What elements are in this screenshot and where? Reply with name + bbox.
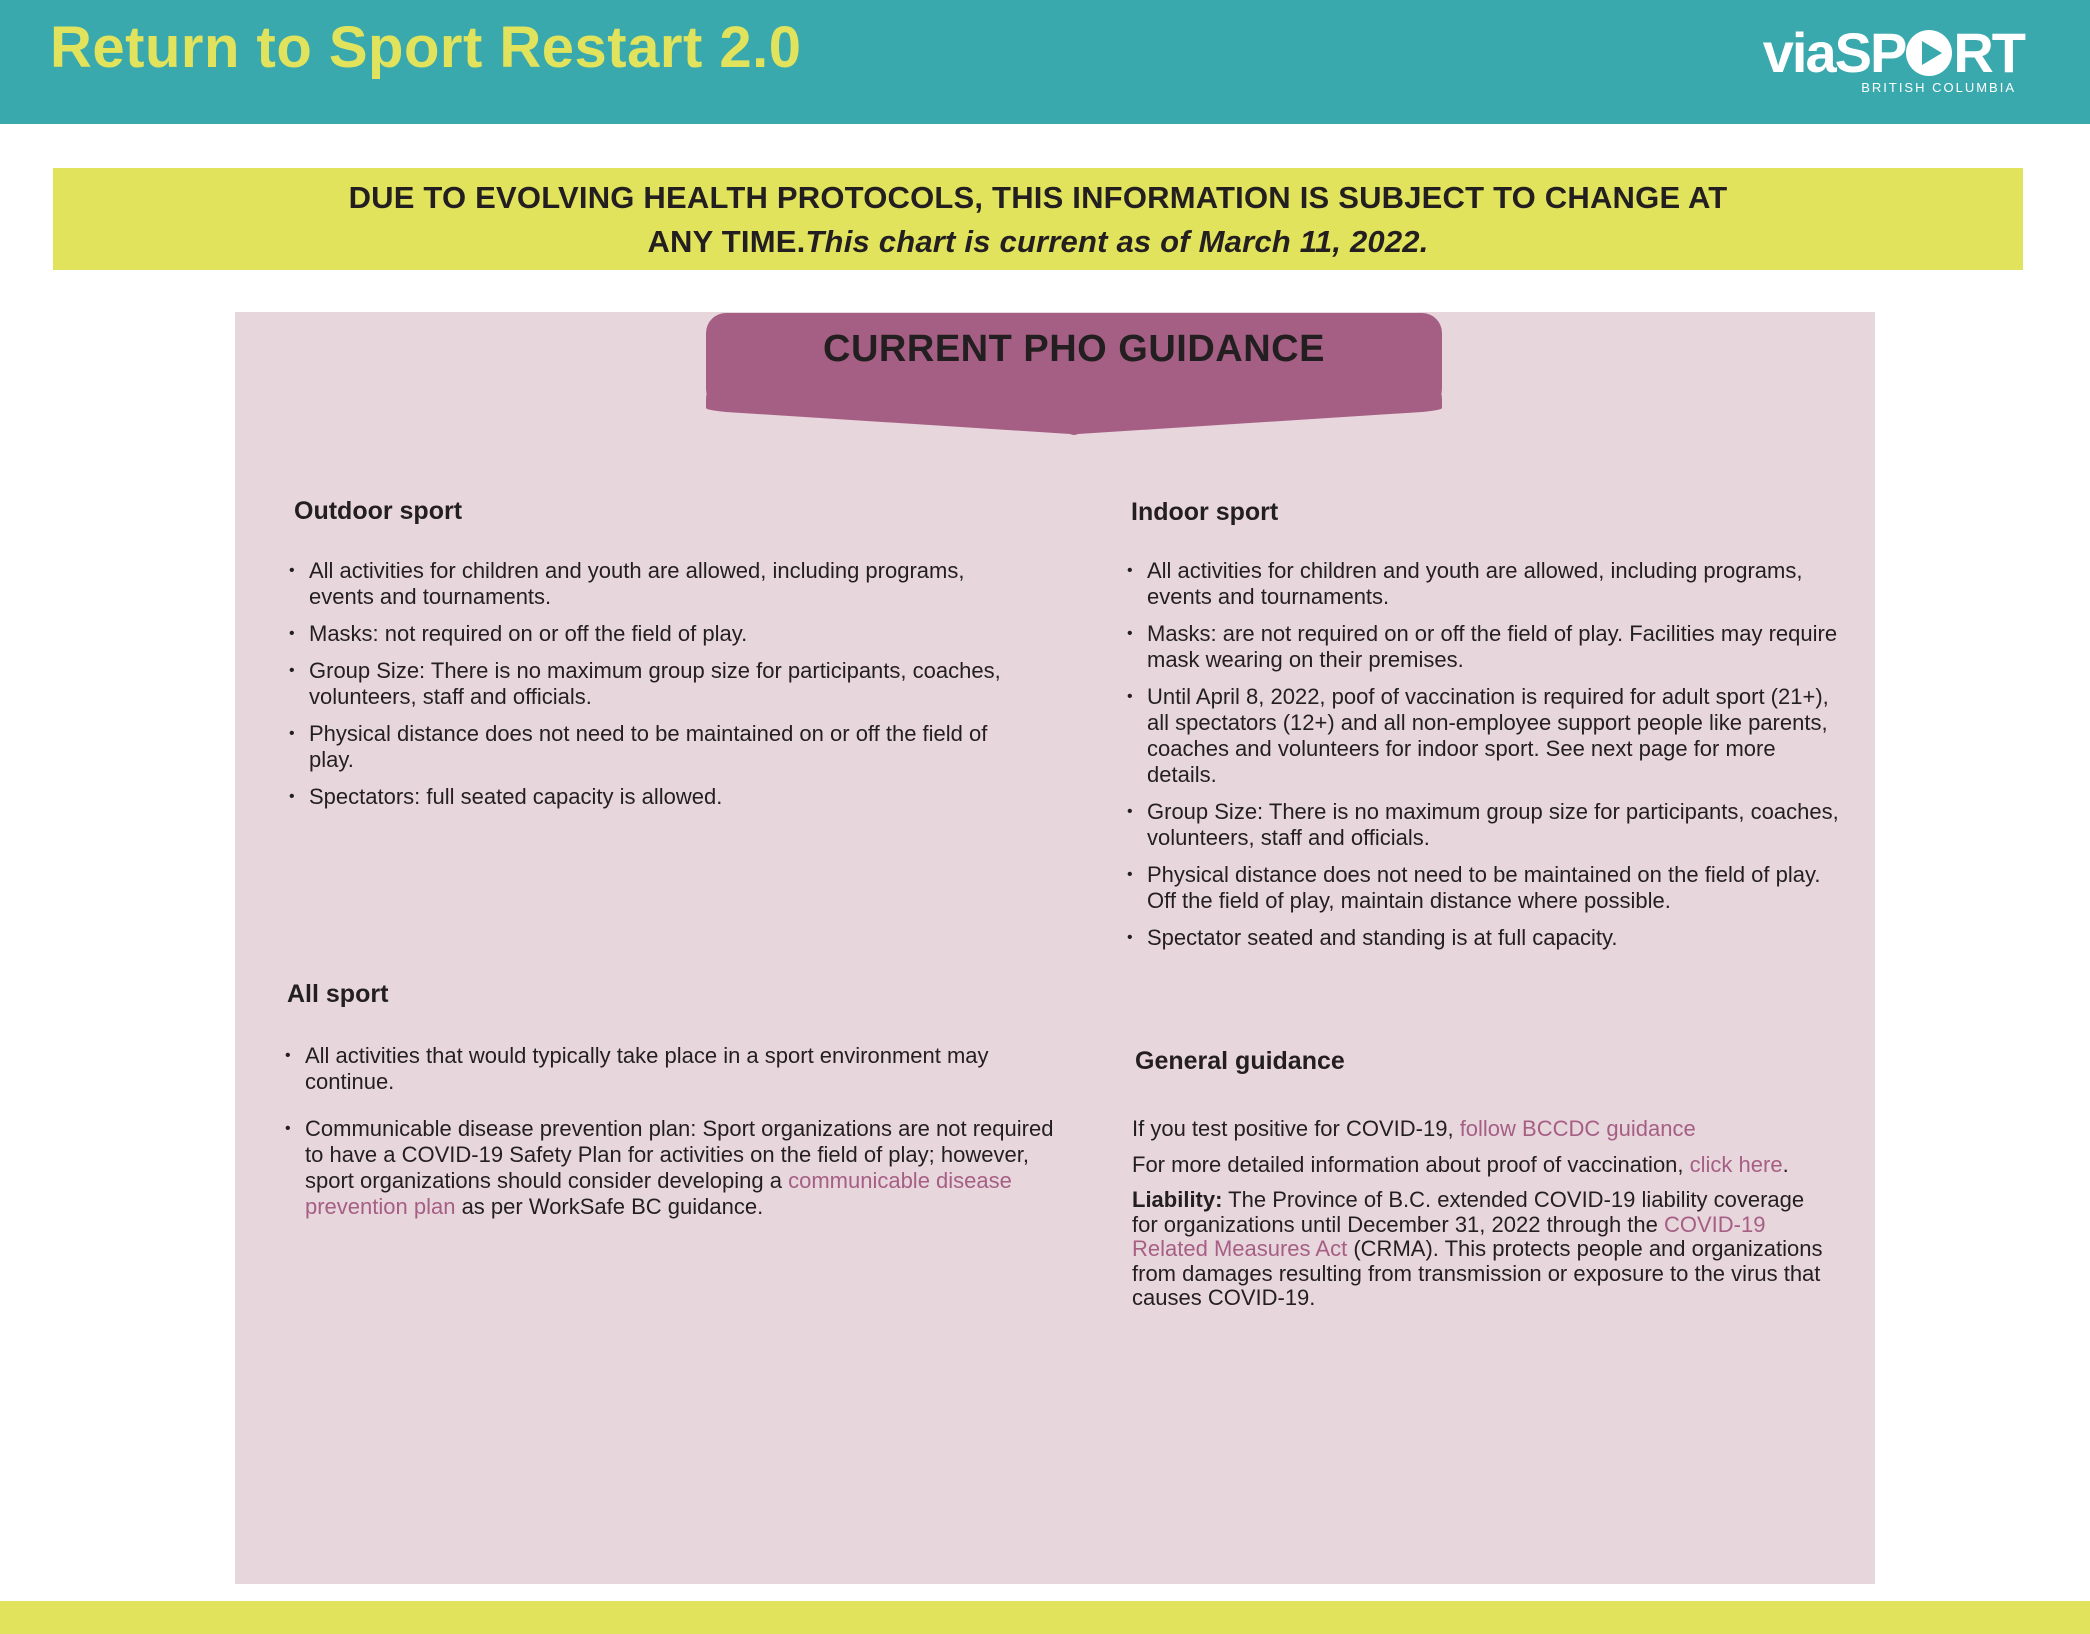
all-sport-list — [285, 1043, 1060, 1231]
notice-current-date: This chart is current as of March 11, 2022. — [805, 224, 1429, 259]
bccdc-guidance-link[interactable]: follow BCCDC guidance — [1459, 1116, 1696, 1141]
covid-positive-paragraph — [1132, 1116, 1832, 1141]
indoor-sport-heading: Indoor sport — [1131, 498, 1279, 526]
list-item: • All activities that would typically take place in a sport environment may continue. — [285, 1043, 1060, 1095]
footer-bar — [0, 1601, 2090, 1634]
notice-line-1: DUE TO EVOLVING HEALTH PROTOCOLS, THIS INFORMATION IS SUBJECT TO CHANGE AT — [348, 180, 1728, 215]
outdoor-sport-heading: Outdoor sport — [294, 497, 463, 525]
list-item: • Physical distance does not need to be maintained on or off the field of play. — [289, 721, 1019, 773]
prevention-plan-link[interactable]: communicable disease prevention plan — [305, 1168, 1012, 1219]
click-here-link[interactable]: click here — [1689, 1152, 1783, 1177]
guidance-title: CURRENT PHO GUIDANCE — [823, 328, 1325, 370]
list-item: • Physical distance does not need to be maintained on the field of play. Off the field of play, maintain distance where possible. — [1127, 862, 1842, 914]
list-item: • Group Size: There is no maximum group size for participants, coaches, volunteers, staff and officials. — [289, 658, 1019, 710]
outdoor-sport-list — [289, 558, 1019, 821]
list-item — [285, 1116, 1060, 1220]
logo-word-a: viaSP — [1762, 21, 1906, 84]
list-item: • All activities for children and youth are allowed, including programs, events and tournaments. — [1127, 558, 1842, 610]
notice-banner — [53, 168, 2023, 270]
general-guidance-heading: General guidance — [1135, 1047, 1345, 1075]
vaccination-text: For more detailed information about proof of vaccination, — [1132, 1152, 1690, 1177]
list-item: • Group Size: There is no maximum group size for participants, coaches, volunteers, staff and officials. — [1127, 799, 1842, 851]
logo-word-b: RT — [1953, 21, 2024, 84]
general-guidance-body — [1132, 1116, 1832, 1322]
viasport-logo[interactable] — [1762, 21, 2024, 98]
crma-link[interactable]: COVID-19 Related Measures Act — [1132, 1211, 1766, 1261]
prevention-plan-suffix: as per WorkSafe BC guidance. — [455, 1194, 764, 1219]
liability-paragraph — [1132, 1188, 1832, 1311]
liability-suffix: (CRMA). This protects people and organizations from damages resulting from transmission or exposure to the virus that causes COVID-19. — [1132, 1236, 1823, 1310]
guidance-tab-pointer — [706, 380, 1442, 436]
list-item: • Masks: are not required on or off the field of play. Facilities may require mask wearing on their premises. — [1127, 621, 1842, 673]
list-item: • Until April 8, 2022, poof of vaccination is required for adult sport (21+), all spectators (12+) and all non-employee support people like parents, coaches and volunteers for indoor sport. See next page for more details. — [1127, 684, 1842, 788]
all-sport-heading: All sport — [287, 980, 389, 1008]
logo-wordmark — [1763, 22, 2024, 84]
page-title: Return to Sport Restart 2.0 — [50, 15, 802, 80]
list-item: • All activities for children and youth are allowed, including programs, events and tournaments. — [289, 558, 1019, 610]
indoor-sport-list — [1127, 558, 1842, 962]
logo-subtitle: BRITISH COLUMBIA — [1861, 80, 2016, 95]
vaccination-period: . — [1782, 1152, 1789, 1177]
play-icon — [1906, 30, 1952, 76]
covid-positive-text: If you test positive for COVID-19, — [1132, 1116, 1460, 1141]
list-item: • Spectators: full seated capacity is allowed. — [289, 784, 1019, 810]
list-item: • Spectator seated and standing is at full capacity. — [1127, 925, 1842, 951]
vaccination-paragraph — [1132, 1152, 1832, 1177]
liability-label: Liability: — [1132, 1187, 1223, 1212]
liability-text: The Province of B.C. extended COVID-19 liability coverage for organizations until December 31, 2022 through the — [1132, 1187, 1805, 1237]
page-header — [0, 0, 2090, 124]
prevention-plan-text: Communicable disease prevention plan: Sport organizations are not required to have a COVID-19 Safety Plan for activities on the field of play; however, sport organizations should consider developing a — [305, 1116, 1054, 1193]
notice-line-2 — [53, 220, 2023, 264]
notice-any-time: ANY TIME. — [647, 224, 806, 259]
list-item: • Masks: not required on or off the field of play. — [289, 621, 1019, 647]
